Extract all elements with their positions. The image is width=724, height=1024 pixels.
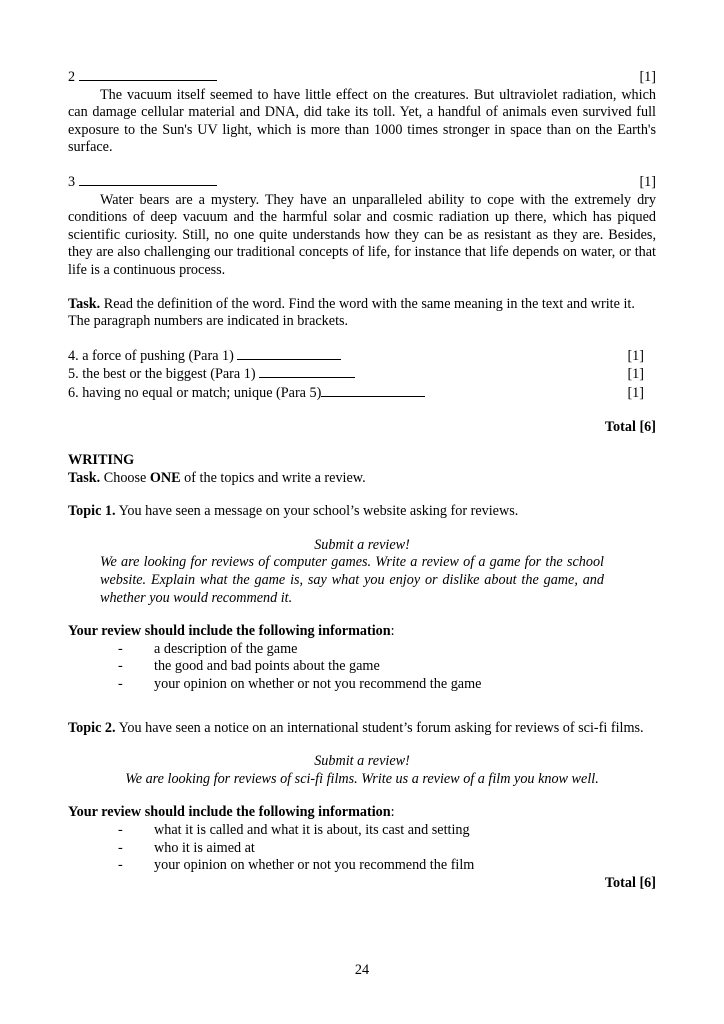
mark-label: [1]: [627, 347, 644, 364]
question-number: 2: [68, 69, 76, 85]
writing-heading: WRITING: [68, 452, 135, 469]
task-label: Task.: [68, 295, 101, 312]
vocab-item-text: 6. having no equal or match; unique (Para 5): [68, 384, 322, 401]
question-2-header: [68, 68, 656, 87]
mark-label: [1]: [627, 366, 644, 383]
prompt-text: We are looking for reviews of sci-fi films. Write us a review of a film you know well.: [125, 770, 599, 787]
task-text: Read the definition of the word. Find the word with the same meaning in the text and write it. The paragraph numbers are indicated in brackets.: [68, 295, 635, 330]
page-number: 24: [354, 962, 370, 978]
question-3-header: [68, 173, 656, 192]
paragraph-3: Water bears are a mystery. They have an unparalleled ability to cope with the extremely dry conditions of deep vacuum and the harmful solar and cosmic radiation up there, which has piqued scientific curiosity. Still, no one quite understands how they can be as resistant as they are. Besides, they are also challenging our traditional concepts of life, for instance that life depends on water, or that life is a continuous process.: [68, 191, 656, 278]
topic-1-bullets: [68, 641, 656, 694]
vocab-item-4: [68, 347, 656, 366]
exam-page: [68, 68, 656, 892]
include-heading: Your review should include the following information:: [68, 623, 395, 640]
list-item: - the good and bad points about the game: [68, 658, 656, 676]
list-item: - what it is called and what it is about, its cast and setting: [68, 822, 656, 840]
mark-label: [1]: [627, 384, 644, 401]
include-heading: Your review should include the following information:: [68, 804, 395, 821]
topic-text: You have seen a message on your school’s website asking for reviews.: [118, 503, 519, 520]
prompt-title: Submit a review!: [314, 536, 410, 553]
answer-blank: [259, 365, 355, 378]
topic-text: You have seen a notice on an international student’s forum asking for reviews of sci-fi films.: [118, 719, 644, 736]
writing-total: Total [6]: [604, 874, 656, 891]
prompt-title: Submit a review!: [314, 753, 410, 770]
vocab-item-6: [68, 384, 656, 403]
vocab-item-text: 4. a force of pushing (Para 1): [68, 347, 238, 364]
question-number: 3: [68, 173, 76, 190]
vocab-item-5: [68, 365, 656, 384]
vocab-task-instructions: [68, 296, 656, 331]
answer-blank: [321, 384, 425, 397]
task-text-pre: Choose: [103, 469, 150, 486]
list-item: - your opinion on whether or not you recommend the game: [68, 676, 656, 694]
reading-total: Total [6]: [604, 418, 656, 435]
mark-label: [1]: [639, 173, 656, 190]
answer-blank: [237, 347, 341, 360]
topic-2: [68, 720, 656, 738]
answer-blank: [79, 173, 217, 186]
task-label: Task.: [68, 469, 101, 486]
list-item: - who it is aimed at: [68, 840, 656, 858]
include-heading-text: Your review should include the following information: [68, 804, 391, 821]
answer-blank: [79, 68, 217, 81]
task-text-post: of the topics and write a review.: [180, 469, 366, 486]
task-emphasis: ONE: [149, 469, 181, 486]
list-item: - your opinion on whether or not you recommend the film: [68, 857, 656, 875]
mark-label: [1]: [639, 69, 656, 85]
include-heading-text: Your review should include the following information: [68, 623, 391, 640]
list-item: - a description of the game: [68, 641, 656, 659]
topic-2-bullets: [68, 822, 656, 875]
prompt-text: We are looking for reviews of computer games. Write a review of a game for the school website. Explain what the game is, say what you enjoy or dislike about the game, and whether you would recommend it.: [100, 554, 604, 606]
writing-task: [68, 470, 656, 488]
topic-label: Topic 1.: [68, 503, 116, 520]
topic-label: Topic 2.: [68, 719, 116, 736]
topic-1: [68, 503, 656, 521]
vocab-item-text: 5. the best or the biggest (Para 1): [68, 366, 260, 383]
paragraph-2: The vacuum itself seemed to have little effect on the creatures. But ultraviolet radiation, which can damage cellular material and DNA, did take its toll. Yet, a handful of animals even survived full exposure to the Sun's UV light, which is more than 1000 times stronger in space than on the Earth's surface.: [68, 86, 656, 156]
